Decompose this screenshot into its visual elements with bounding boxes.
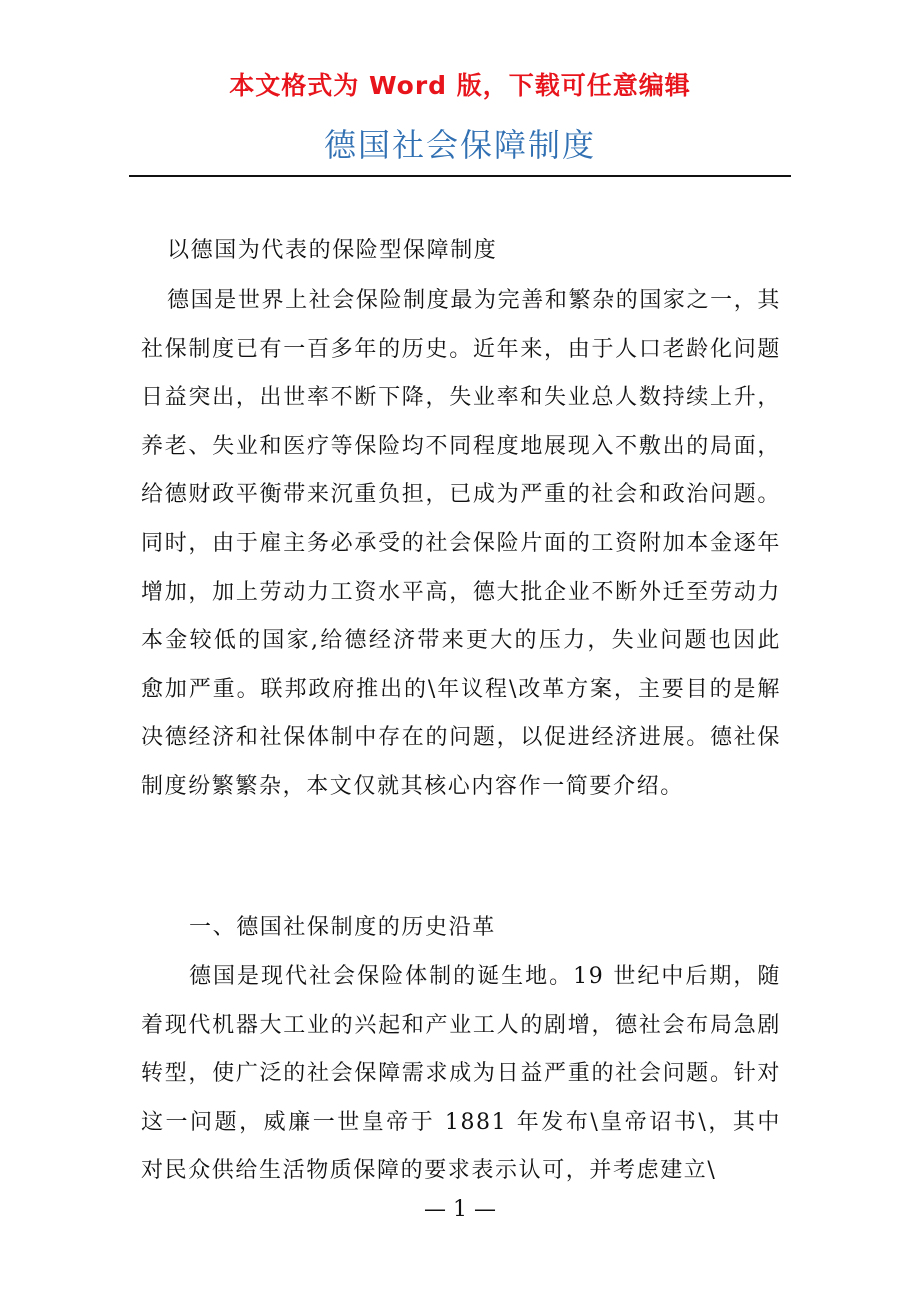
download-banner: 本文格式为 Word 版，下载可任意编辑 — [229, 71, 691, 100]
intro-paragraph: 德国是世界上社会保险制度最为完善和繁杂的国家之一，其社保制度已有一百多年的历史。近年来，由于人口老龄化问题日益突出，出世率不断下降，失业率和失业总人数持续上升，养老、失业和医疗等保险均不同程度地展现入不敷出的局面，给德财政平衡带来沉重负担，已成为严重的社会和政治问题。同时，由于雇主务必承受的社会保险片面的工资附加本金逐年增加，加上劳动力工资水平高，德大批企业不断外迁至劳动力本金较低的国家,给德经济带来更大的压力，失业问题也因此愈加严重。联邦政府推出的\年议程\改革方案，主要目的是解决德经济和社保体制中存在的问题，以促进经济进展。德社保制度纷繁繁杂，本文仅就其核心内容作一简要介绍。 — [141, 288, 781, 799]
section-heading-intro: 以德国为代表的保险型保障制度 — [167, 238, 498, 263]
page-title: 德国社会保障制度 — [323, 126, 596, 164]
page-number: — 1 — — [424, 1197, 496, 1222]
history-paragraph: 德国是现代社会保险体制的诞生地。19 世纪中后期，随着现代机器大工业的兴起和产业工人的剧增，德社会布局急剧转型，使广泛的社会保障需求成为日益严重的社会问题。针对这一问题，威廉一世皇帝于 1881 年发布\皇帝诏书\，其中对民众供给生活物质保障的要求表示认可，并考虑建立\ — [141, 964, 781, 1184]
section-heading-history: 一、德国社保制度的历史沿革 — [189, 915, 496, 940]
title-divider — [129, 175, 791, 177]
